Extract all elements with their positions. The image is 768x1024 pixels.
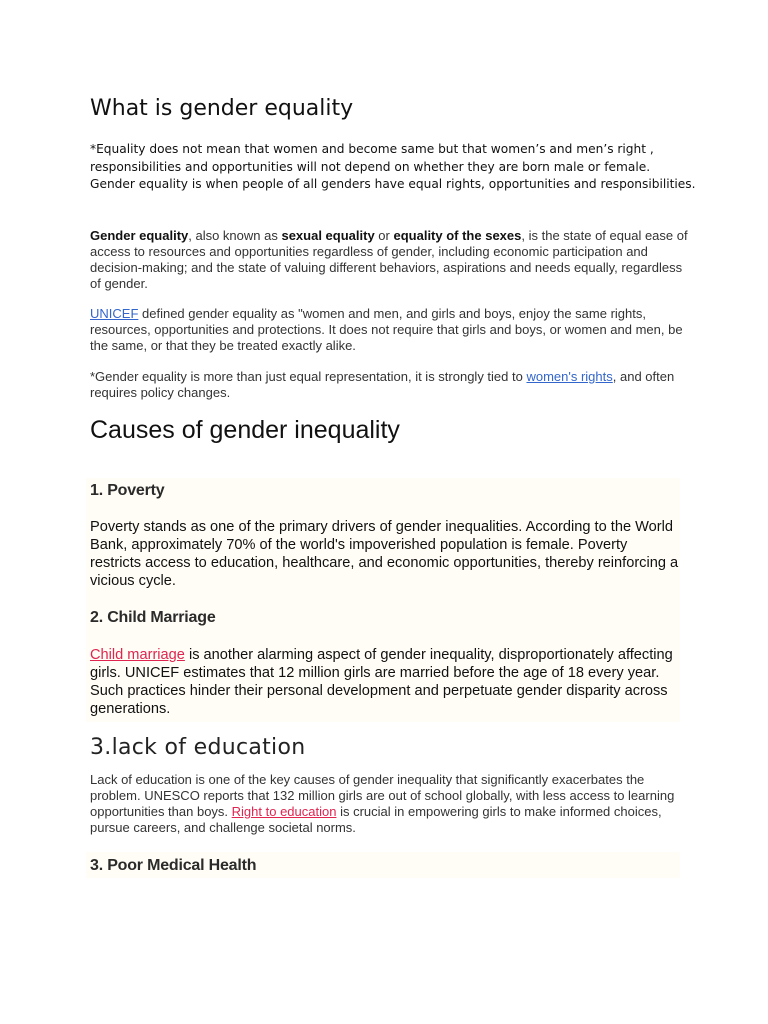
heading-what-is-gender-equality: What is gender equality <box>90 96 354 121</box>
heading-causes-of-gender-inequality: Causes of gender inequality <box>90 416 400 444</box>
child-marriage-paragraph <box>90 646 680 718</box>
representation-text: , and often requires policy changes. <box>90 369 675 400</box>
heading-lack-of-education: 3.lack of education <box>90 735 306 760</box>
intro-line: Gender equality is when people of all genders have equal rights, opportunities and responsibilities. <box>90 177 696 191</box>
lack-of-education-text: is crucial in empowering girls to make informed choices, pursue careers, and challenge societal norms. <box>90 804 662 835</box>
unicef-text: defined gender equality as "women and men, and girls and boys, enjoy the same rights, resources, opportunities and protections. It does not require that girls and boys, or women and men, be the same, or that they be treated exactly alike. <box>90 306 683 353</box>
unicef-link[interactable]: UNICEF <box>90 306 139 321</box>
intro-block <box>90 141 696 194</box>
poverty-paragraph: Poverty stands as one of the primary drivers of gender inequalities. According to the World Bank, approximately 70% of the world's impoverished population is female. Poverty restricts access to education, healthcare, and economic opportunities, thereby reinforcing a vicious cycle. <box>90 519 679 589</box>
representation-paragraph <box>90 369 690 401</box>
representation-text: *Gender equality is more than just equal representation, it is strongly tied to <box>90 369 527 384</box>
intro-line: responsibilities and opportunities will not depend on whether they are born male or female. <box>90 159 651 174</box>
intro-line: *Equality does not mean that women and become same but that women’s and men’s right , <box>90 142 654 156</box>
term-equality-of-sexes: equality of the sexes <box>393 228 522 243</box>
definition-text: , is the state of equal ease of access to resources and opportunities regardless of gender, including economic participation and decision-making; and the state of valuing different behaviors, aspirations and needs equally, regardless of gender. <box>90 228 688 291</box>
unicef-paragraph <box>90 306 690 354</box>
definition-text: or <box>374 228 394 243</box>
womens-rights-link[interactable]: women's rights <box>526 369 613 384</box>
heading-poverty: 1. Poverty <box>90 482 165 499</box>
lack-of-education-paragraph <box>90 772 690 836</box>
term-gender-equality: Gender equality <box>90 228 189 243</box>
heading-child-marriage: 2. Child Marriage <box>90 609 216 626</box>
right-to-education-link[interactable]: Right to education <box>231 804 337 819</box>
term-sexual-equality: sexual equality <box>281 228 375 243</box>
definition-paragraph <box>90 228 690 292</box>
child-marriage-text: is another alarming aspect of gender inequality, disproportionately affecting girls. UNICEF estimates that 12 million girls are married before the age of 18 every year. Such practices hinder their personal development and perpetuate gender disparity across generations. <box>90 647 673 717</box>
child-marriage-link[interactable]: Child marriage <box>90 647 185 663</box>
lack-of-education-text: Lack of education is one of the key causes of gender inequality that significantly exacerbates the problem. UNESCO reports that 132 million girls are out of school globally, with less access to learning opportunities than boys. <box>90 772 675 819</box>
definition-text: , also known as <box>188 228 282 243</box>
heading-poor-medical-health: 3. Poor Medical Health <box>90 857 257 874</box>
